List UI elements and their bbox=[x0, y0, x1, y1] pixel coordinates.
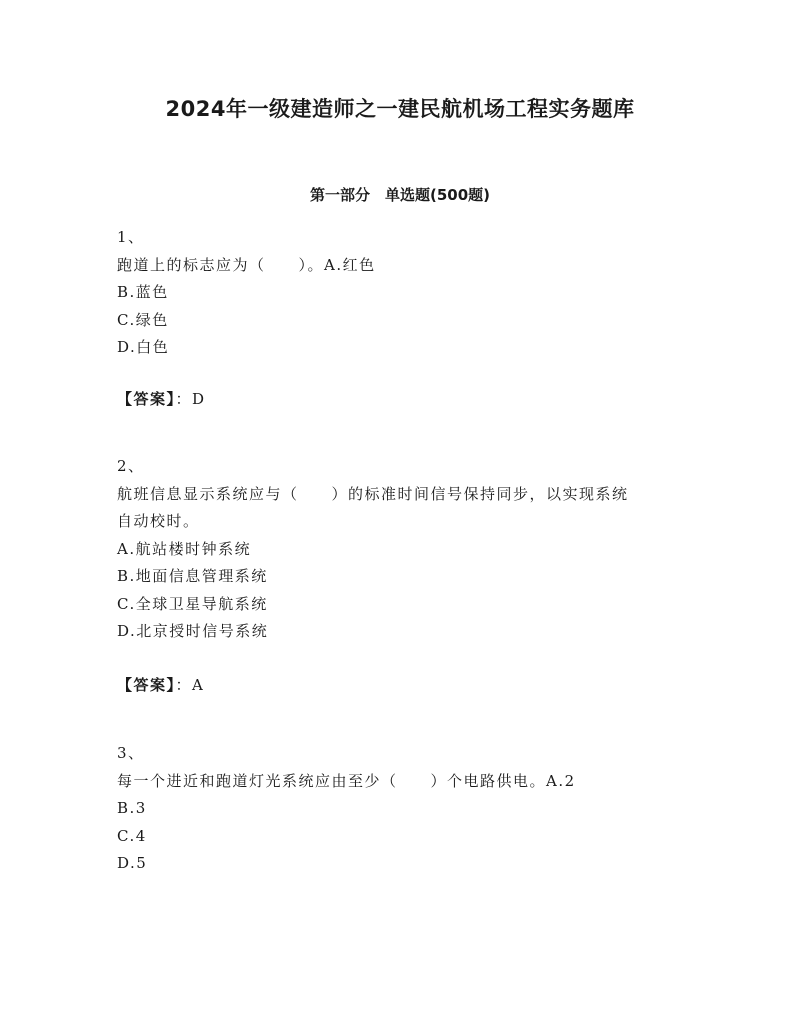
option-c: C.4 bbox=[117, 826, 147, 845]
answer-label: 【答案】 bbox=[117, 390, 176, 408]
question-number: 1、 bbox=[117, 228, 145, 246]
option-c: C.全球卫星导航系统 bbox=[117, 594, 268, 613]
option-b: B.地面信息管理系统 bbox=[117, 567, 268, 585]
answer-value: ：D bbox=[175, 390, 206, 408]
option-c: C.绿色 bbox=[117, 310, 169, 329]
question-1 bbox=[117, 224, 687, 362]
question-stem: 航班信息显示系统应与（ ）的标准时间信号保持同步，以实现系统 bbox=[117, 484, 629, 503]
question-3 bbox=[117, 740, 687, 878]
question-number: 2、 bbox=[117, 457, 145, 475]
section-heading: 第一部分 单选题(500题) bbox=[309, 186, 491, 204]
option-d: D.5 bbox=[117, 854, 148, 872]
question-stem: 跑道上的标志应为（ ）。A.红色 bbox=[117, 255, 376, 274]
answer-2 bbox=[117, 672, 204, 699]
question-2 bbox=[117, 453, 687, 646]
option-a: A.航站楼时钟系统 bbox=[117, 539, 252, 558]
question-stem: 每一个进近和跑道灯光系统应由至少（ ）个电路供电。A.2 bbox=[117, 771, 576, 790]
answer-label: 【答案】 bbox=[117, 676, 176, 694]
option-b: B.蓝色 bbox=[117, 283, 169, 301]
option-d: D.白色 bbox=[117, 338, 170, 356]
option-d: D.北京授时信号系统 bbox=[117, 622, 269, 640]
answer-1 bbox=[117, 386, 206, 413]
question-number: 3、 bbox=[117, 744, 145, 762]
document-title: 2024年一级建造师之一建民航机场工程实务题库 bbox=[165, 97, 635, 121]
question-stem-continued: 自动校时。 bbox=[117, 512, 200, 530]
answer-value: ：A bbox=[175, 676, 205, 694]
option-b: B.3 bbox=[117, 799, 147, 817]
